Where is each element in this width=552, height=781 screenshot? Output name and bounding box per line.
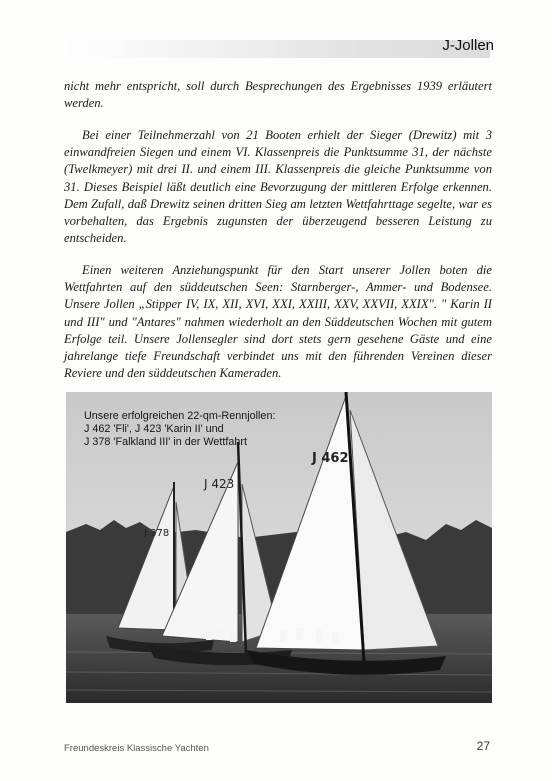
caption-line: J 462 'Fli', J 423 'Karin II' und	[84, 423, 224, 435]
paragraph-intro: nicht mehr entspricht, soll durch Besprechungen des Ergebnisses 1939 erläutert werden.	[64, 79, 492, 111]
paragraph-results: Bei einer Teilnehmerzahl von 21 Booten erhielt der Sieger (Drewitz) mit 3 einwandfreien Siegen und einem VI. Klassenpreis die Punktsumme 31, der nächste (Twelkmeyer) mit drei II. und einem III. Klassenpreis die gleiche Punktsumme von 31. Dieses Beispiel läßt deutlich eine Bevorzugung der mittleren Erfolge erkennen. Dem Zufall, daß Drewitz seinen dritten Sieg am letzten Wettfahrttage segelte, war es vorbehalten, das Ergebnis zugunsten der überzeugend besseren Leistung zu entscheiden.	[64, 128, 492, 246]
sail-number-j462: J 462	[312, 451, 349, 466]
caption-line: J 378 'Falkland III' in der Wettfahrt	[84, 436, 247, 448]
header-band	[64, 40, 490, 58]
caption-line: Unsere erfolgreichen 22-qm-Rennjollen:	[84, 410, 276, 422]
paragraph-south-german-lakes: Einen weiteren Anziehungspunkt für den Start unserer Jollen boten die Wettfahrten auf den süddeutschen Seen: Starnberger-, Ammer- und Bodensee. Unsere Jollen „Stipper IV, IX, XII, XVI, XXI, XXIII, XXV, XXVII, XXIX". " Karin II und III" und "Antares" nahmen wiederholt an den Süddeutschen Wochen mit gutem Erfolge teil. Unsere Jollensegler sind dort stets gern gesehene Gäste und eine jahrelange tiefe Freundschaft verbindet uns mit den führenden Vereinen dieser Reviere und den süddeutschen Kameraden.	[64, 263, 492, 381]
footer-publisher: Freundeskreis Klassische Yachten	[64, 743, 209, 754]
photo-caption	[84, 410, 275, 449]
sail-number-j378: J 378	[144, 528, 170, 539]
section-title: J-Jollen	[442, 37, 494, 54]
page-number: 27	[476, 739, 490, 753]
sail-number-j423: J 423	[204, 477, 235, 491]
sailing-photo	[66, 392, 492, 703]
